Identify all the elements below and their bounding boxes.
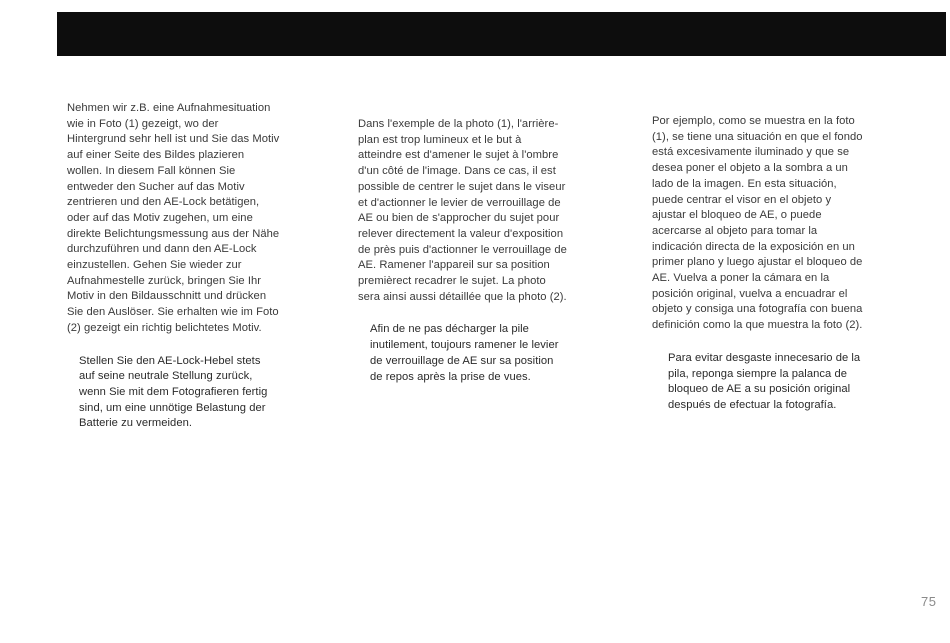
spanish-main-text: Por ejemplo, como se muestra en la foto (1), se tiene una situación en que el fondo está excesivamente iluminado y que se desea poner el objeto a la sombra a un lado de la imagen. En esta situación, puede centrar el visor en el objeto y ajustar el bloqueo de AE, o puede acercarse al objeto para tomar la indicación directa de la exposición en un primer plano y luego ajustar el bloqueo de AE. Vuelva a poner la cámara en la posición original, vuelva a encuadrar el objeto y consiga una fotografía con buena definición como la que muestra la foto (2). bbox=[652, 115, 863, 332]
german-main-text: Nehmen wir z.B. eine Aufnahmesituation wie in Foto (1) gezeigt, wo der Hintergrund sehr hell ist und Sie das Motiv auf einer Seite des Bildes plazieren wollen. In diesem Fall können Sie entweder den Sucher auf das Motiv zentrieren und den AE-Lock betätigen, oder auf das Motiv zugehen, um eine direkte Belichtungsmessung aus der Nähe durchzuführen und dann den AE-Lock einzustellen. Gehen Sie wieder zur Aufnahmestelle zurück, bringen Sie Ihr Motiv in den Bildausschnitt und drücken Sie den Auslöser. Sie erhalten wie im Foto (2) gezeigt ein richtig belichtetes Motiv. bbox=[67, 102, 280, 334]
page-number: 75 bbox=[921, 594, 937, 609]
spanish-note-text: Para evitar desgaste innecesario de la pila, reponga siempre la palanca de bloqueo de AE a su posición original después de efectuar la fotografía. bbox=[668, 351, 861, 411]
spanish-column bbox=[652, 114, 914, 414]
header-bar bbox=[57, 12, 946, 56]
german-column bbox=[67, 101, 337, 432]
french-column bbox=[358, 117, 623, 385]
german-note-text: Stellen Sie den AE-Lock-Hebel stets auf seine neutrale Stellung zurück, wenn Sie mit dem Fotografieren fertig sind, um eine unnötige Belastung der Batterie zu vermeiden. bbox=[79, 354, 268, 430]
french-note-text: Afin de ne pas décharger la pile inutilement, toujours ramener le levier de verrouillage de AE sur sa position de repos après la prise de vues. bbox=[370, 323, 559, 383]
french-main-text: Dans l'exemple de la photo (1), l'arrière- plan est trop lumineux et le but à atteindre est d'amener le sujet à l'ombre d'un côté de l'image. Dans ce cas, il est possible de centrer le sujet dans le viseur et d'actionner le levier de verrouillage de AE ou bien de s'approcher du sujet pour relever directement la valeur d'exposition de près puis d'actionner le verrouillage de AE. Ramener l'appareil sur sa position premièrect recadrer le sujet. La photo sera ainsi aussi détaillée que la photo (2). bbox=[358, 118, 567, 303]
